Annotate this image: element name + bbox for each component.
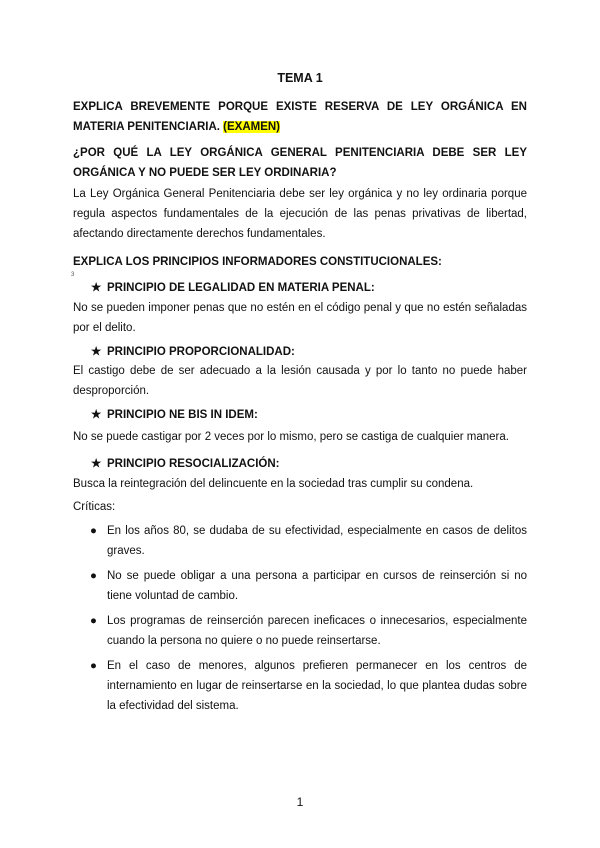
document-title: TEMA 1: [277, 71, 323, 85]
principle-proporcionalidad-text: El castigo debe de ser adecuado a la lesión causada y por lo tanto no puede haber desproporción.: [73, 365, 527, 397]
star-icon: ★: [91, 409, 102, 421]
bullet-icon: ●: [90, 660, 97, 672]
list-item: [90, 656, 527, 716]
list-item: [90, 521, 527, 561]
principle-ne-bis-in-idem-heading: [91, 405, 258, 425]
star-icon: ★: [91, 346, 102, 358]
principle-heading-text: PRINCIPIO NE BIS IN IDEM:: [107, 409, 258, 421]
principle-heading-text: PRINCIPIO RESOCIALIZACIÓN:: [107, 458, 280, 470]
criticas-list: [90, 521, 527, 716]
question-ley-organica: ¿POR QUÉ LA LEY ORGÁNICA GENERAL PENITENCIARIA DEBE SER LEY ORGÁNICA Y NO PUEDE SER LEY ORDINARIA?: [73, 147, 527, 179]
principle-resocializacion-text: Busca la reintegración del delincuente en la sociedad tras cumplir su condena.: [73, 478, 474, 490]
question-reserva-text: EXPLICA BREVEMENTE PORQUE EXISTE RESERVA DE LEY ORGÁNICA EN MATERIA PENITENCIARIA.: [73, 101, 527, 133]
list-item: [90, 566, 527, 606]
bullet-icon: ●: [90, 615, 97, 627]
page-number: 1: [296, 795, 304, 809]
bullet-icon: ●: [90, 525, 97, 537]
list-item-text: Los programas de reinserción parecen ineficaces o innecesarios, especialmente cuando la persona no quiere o no puede reinsertarse.: [107, 615, 527, 647]
principle-ne-bis-in-idem-text: No se puede castigar por 2 veces por lo mismo, pero se castiga de cualquier manera.: [73, 431, 509, 443]
principle-legalidad-text: No se pueden imponer penas que no estén en el código penal y que no estén señaladas por el delito.: [73, 302, 527, 334]
list-item-text: En el caso de menores, algunos prefieren permanecer en los centros de internamiento en lugar de reinsertarse en la sociedad, lo que plantea dudas sobre la efectividad del sistema.: [107, 660, 527, 712]
exam-highlight: (EXAMEN): [223, 121, 281, 133]
list-item-text: En los años 80, se dudaba de su efectividad, especialmente en casos de delitos graves.: [107, 525, 527, 557]
bullet-icon: ●: [90, 570, 97, 582]
star-icon: ★: [91, 282, 102, 294]
footnote-mark: 3: [71, 272, 75, 278]
star-icon: ★: [91, 458, 102, 470]
principle-heading-text: PRINCIPIO DE LEGALIDAD EN MATERIA PENAL:: [107, 282, 375, 294]
question-principios: EXPLICA LOS PRINCIPIOS INFORMADORES CONSTITUCIONALES:: [73, 256, 442, 268]
criticas-label: Críticas:: [73, 501, 116, 513]
list-item: [90, 611, 527, 651]
principle-legalidad-heading: [91, 278, 375, 298]
principle-proporcionalidad-heading: [91, 342, 295, 362]
list-item-text: No se puede obligar a una persona a participar en cursos de reinserción si no tiene voluntad de cambio.: [107, 570, 527, 602]
question-reserva-ley: [73, 97, 527, 137]
principle-resocializacion-heading: [91, 454, 280, 474]
principle-heading-text: PRINCIPIO PROPORCIONALIDAD:: [107, 346, 295, 358]
answer-paragraph: La Ley Orgánica General Penitenciaria debe ser ley orgánica y no ley ordinaria porque regula aspectos fundamentales de la ejecución de las penas privativas de libertad, afectando directamente derechos fundamentales.: [73, 188, 527, 240]
